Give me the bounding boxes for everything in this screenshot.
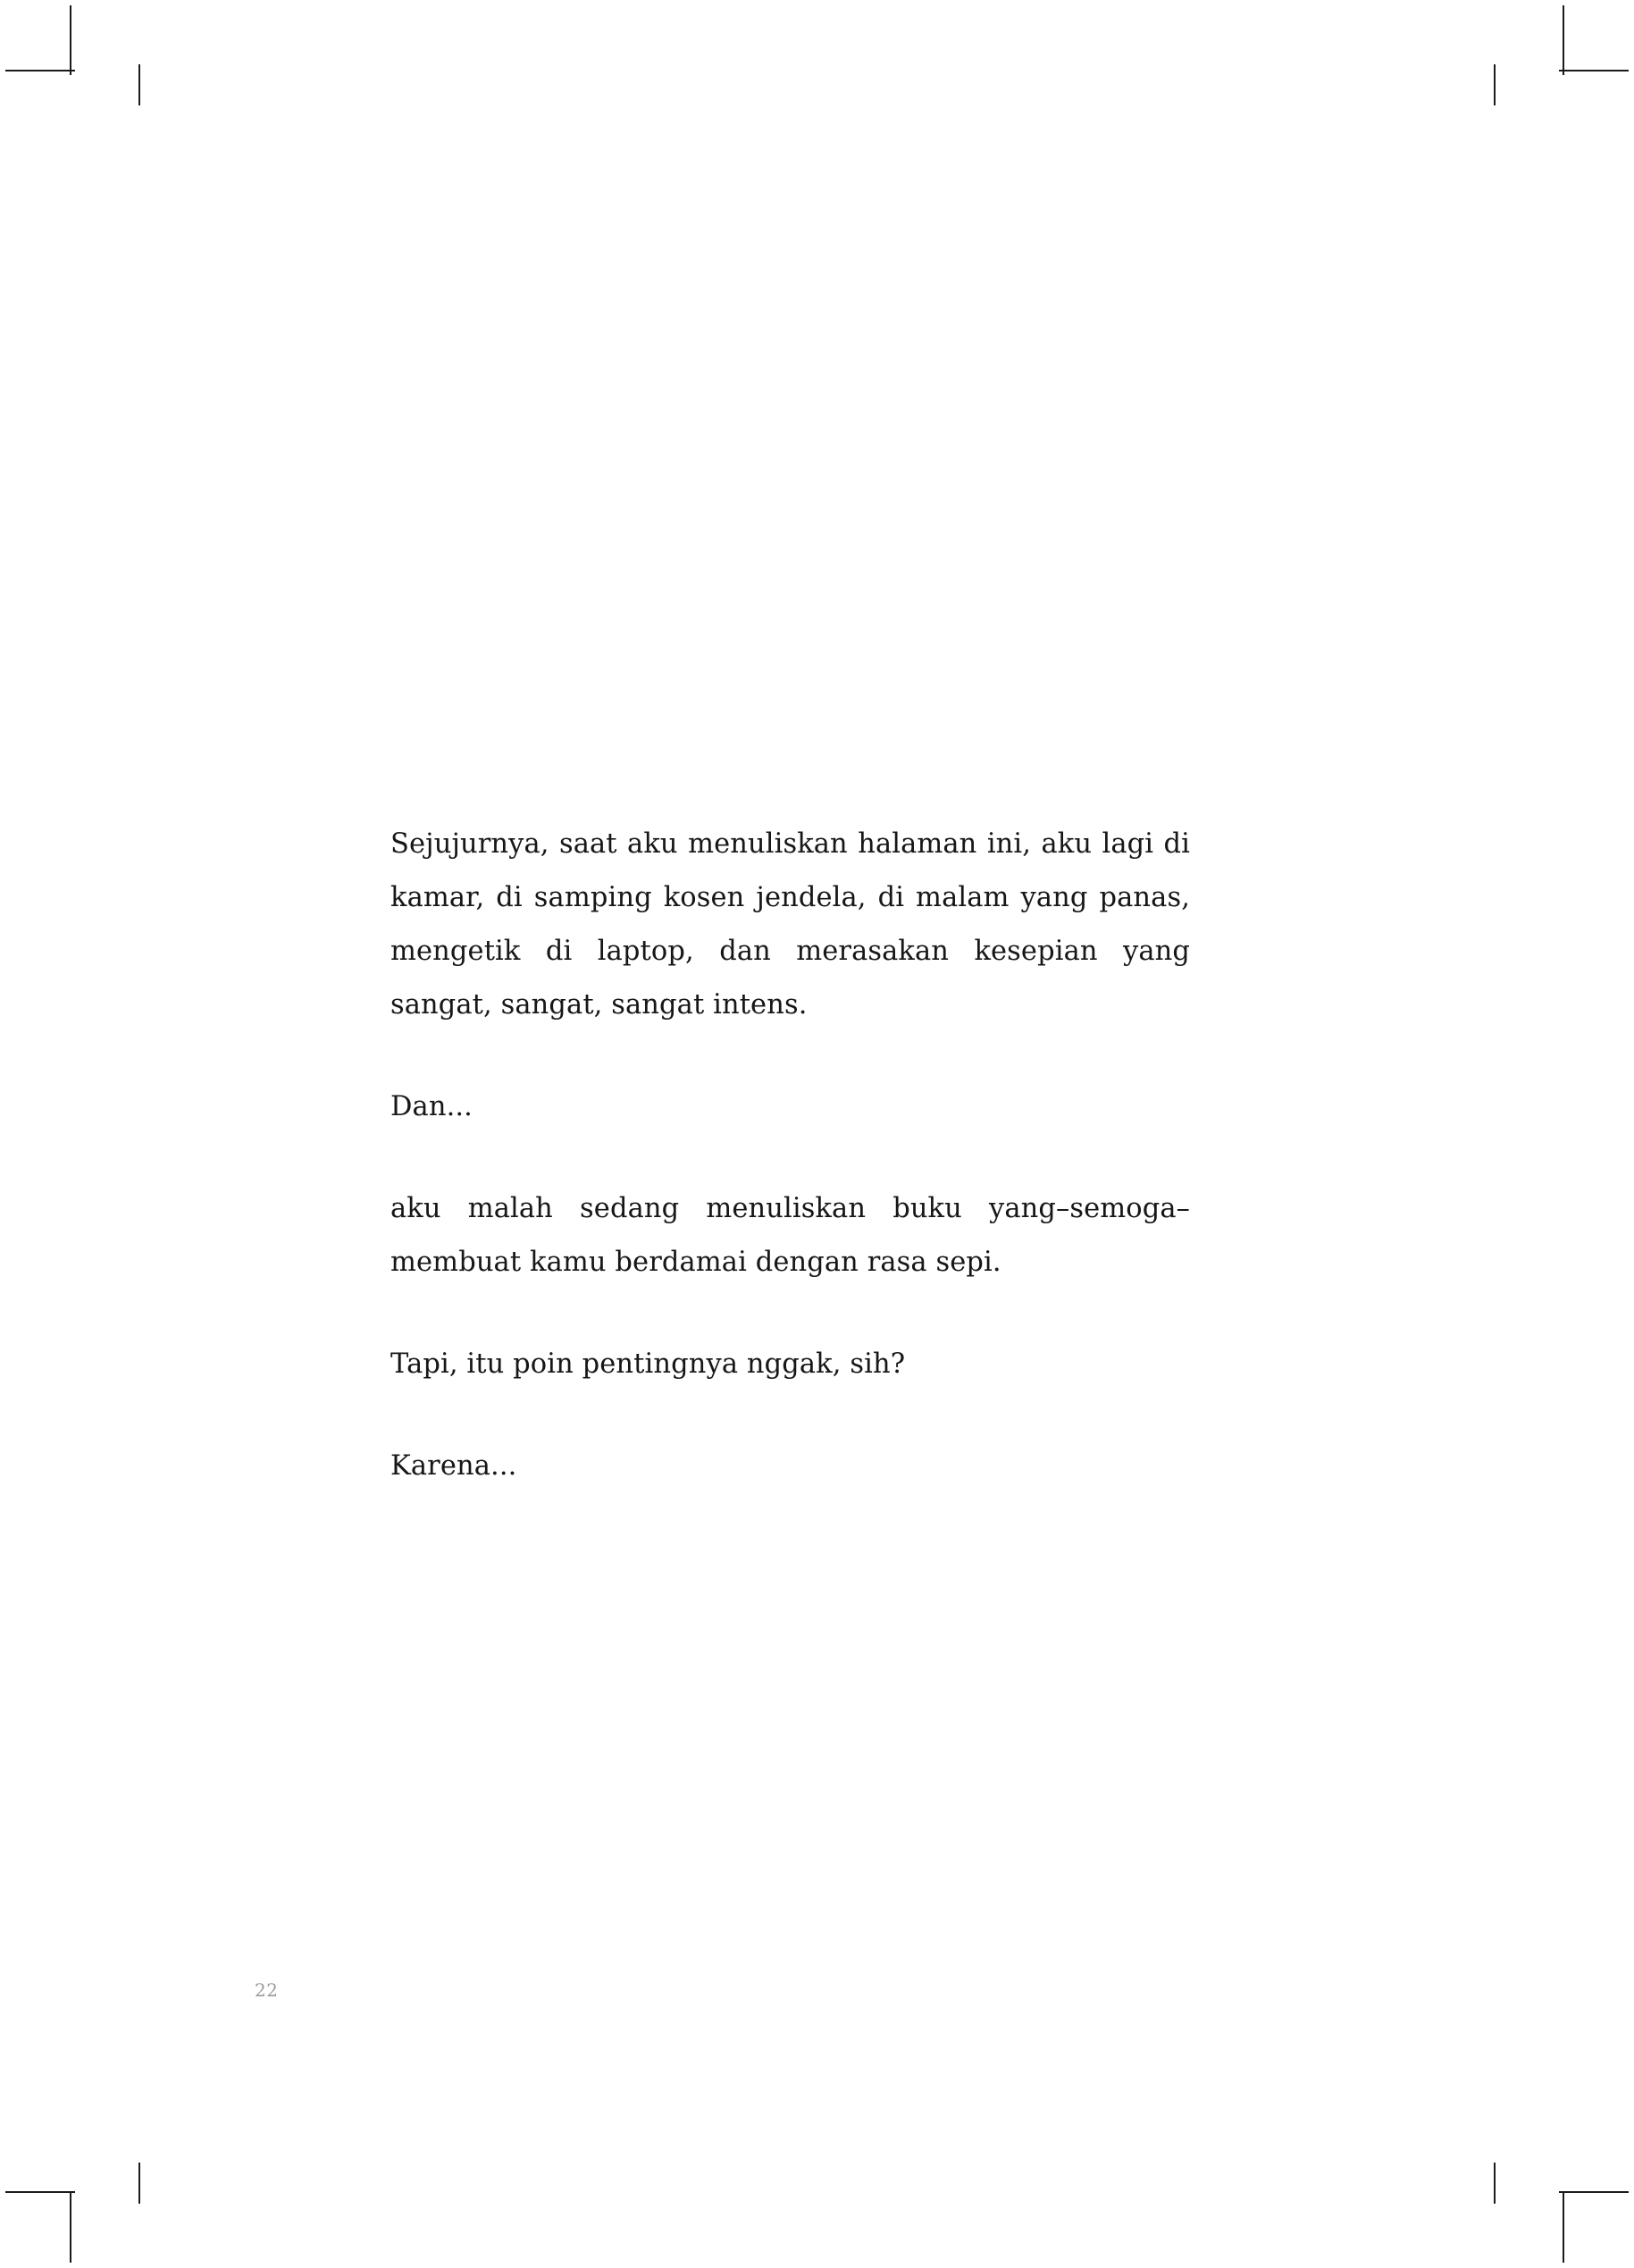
crop-mark-horizontal bbox=[5, 2191, 75, 2193]
paragraph-4: Tapi, itu poin pentingnya nggak, sih? bbox=[390, 1348, 906, 1380]
crop-mark-horizontal bbox=[5, 70, 75, 71]
crop-mark-vertical bbox=[70, 5, 71, 75]
trim-tick bbox=[138, 2163, 140, 2204]
paragraph-3: aku malah sedang menuliskan buku yang–semoga–membuat kamu berdamai dengan rasa sepi. bbox=[390, 1193, 1190, 1278]
crop-mark-vertical bbox=[1563, 5, 1564, 75]
paragraph-2: Dan... bbox=[390, 1091, 473, 1122]
crop-mark-vertical bbox=[70, 2193, 71, 2263]
page-number: 22 bbox=[255, 1979, 279, 2001]
trim-tick bbox=[138, 64, 140, 105]
trim-tick bbox=[1494, 2163, 1496, 2204]
paragraph-1: Sejujurnya, saat aku menuliskan halaman ini, aku lagi di kamar, di samping kosen jendela, di malam yang panas, mengetik di laptop, dan merasakan kesepian yang sangat, sangat, sangat intens. bbox=[390, 828, 1190, 1021]
paragraph-5: Karena... bbox=[390, 1450, 517, 1482]
crop-mark-horizontal bbox=[1559, 70, 1629, 71]
crop-mark-vertical bbox=[1563, 2193, 1564, 2263]
page-text-block bbox=[390, 818, 1190, 1493]
trim-tick bbox=[1494, 64, 1496, 105]
crop-mark-horizontal bbox=[1559, 2191, 1629, 2193]
